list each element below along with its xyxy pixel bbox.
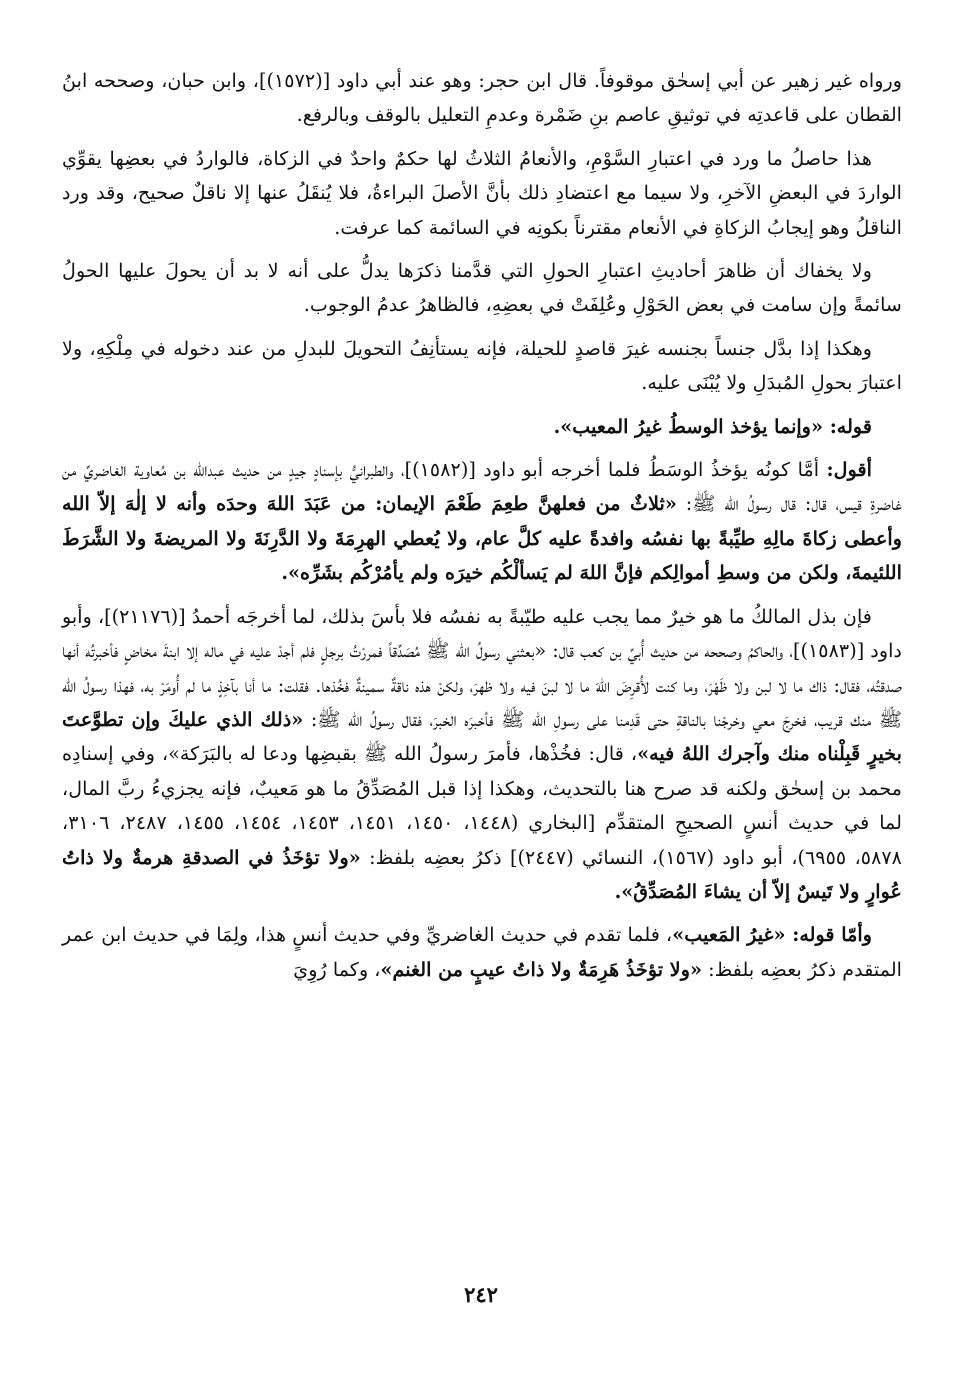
- body-text: ، وكما رُوِيَ: [293, 957, 381, 981]
- paragraph-p2: [62, 142, 902, 245]
- paragraph-p4: [62, 332, 902, 401]
- bold-text: «ثلاثٌ من فعلهنَّ طعِمَ طَعْمَ الإيمان: من عَبَدَ اللهَ وحدَه وأنه لا إلٰهَ إلاّ الله وأعطى زكاةَ مالِهِ طيِّبةً بها نفسُه وافدةً عليه كلَّ عام، ولا يُعطي الهرِمَةَ ولا الدَّرِنَةَ ولا المريضةَ ولا الشَّرَطَ اللئيمةَ، ولكن من وسطِ أموالِكم فإنَّ اللهَ لم يَسألْكُم خيرَه ولم يأمُرْكُم بشَرِّه».: [62, 492, 902, 585]
- page-body: [62, 64, 902, 996]
- paragraph-p8: [62, 918, 902, 987]
- page-number: ٢٤٢: [464, 1282, 498, 1307]
- paragraph-p1: [62, 64, 902, 133]
- body-text: أمَّا كونُه يؤخذُ الوسَطُ فلما أخرجه أبو داود [(١٥٨٢)]، والطبرانيُّ بإسنادٍ جيدٍ من حديث عبدالله بن مُعاوية الغاضريِّ من غاضرةِ قيس، قال: قال رسولُ الله ﷺ:: [62, 458, 902, 516]
- bold-text: «ولا تؤخَذُ هَرِمَةٌ ولا ذاتُ عيبٍ من الغنم»: [380, 957, 703, 981]
- body-text: فإن بذل المالكُ ما هو خيرٌ مما يجب عليه طيّبةً به نفسُه فلا بأسَ بذلك، لما أخرجَه أحمدُ [(٢١١٧٦)]، وأبو داود [(١٥٨٣)]، والحاكمُ وصححه من حديث أُبيِّ بن كعب قال: «بعثني رسولُ الله ﷺ مُصَدِّقاً فمررْتُ برجلٍ فلم أجدْ عليه في ماله إلا ابنةَ مخاضٍ فأخبرتُه أنها صدقتُه، فقال: ذاك ما لا لبن ولا ظَهْرَ، وما كنت لأُقرِضَ اللهَ ما لا لبنَ فيه ولا ظهرَ، ولكنْ هذه ناقةٌ سمينةٌ فخُذها. فقلت: ما أنا بآخِذٍ ما لم أُومَرْ به، فهذا رسولُ الله ﷺ منك قريب، فخرجَ معي وخرجْنا بالناقةِ حتى قَدِمنا على رسولِ الله ﷺ فأخبرَه الخبرَ، فقال رسولُ الله ﷺ:: [62, 604, 902, 731]
- bold-text: «ولا تؤخَذُ في الصدقةِ هرمةٌ ولا ذاتُ عُوارٍ ولا تَيسٌ إلاّ أن يشاءَ المُصَدِّقُ».: [62, 845, 902, 903]
- paragraph-p6: [62, 453, 902, 591]
- paragraph-p7: [62, 600, 902, 910]
- body-text: ورواه غير زهير عن أبي إسحٰق موقوفاً. قال ابن حجر: وهو عند أبي داود [(١٥٧٢)]، وابن حبان، وصححه ابنُ القطان على قاعدتِه في توثيقِ عاصم بنِ ضَمْرة وعدمِ التعليل بالوقف وبالرفع.: [62, 69, 902, 127]
- bold-text: «ذلك الذي عليكَ وإن تطوَّعتَ بخيرٍ قَبِلْناه منك وآجرك اللهُ فيه»: [62, 707, 902, 766]
- paragraph-p5: [62, 410, 902, 444]
- paragraph-p3: [62, 254, 902, 323]
- bold-text: قوله: «وإنما يؤخذ الوسطُ غيرُ المعيب».: [553, 414, 872, 438]
- body-text: وهكذا إذا بدَّل جنساً بجنسه غيرَ قاصدٍ للحيلة، فإنه يستأنِفُ التحويلَ للبدلِ من عند دخوله في مِلْكِهِ، ولا اعتبارَ بحولِ المُبدَلِ ولا يُبْنَى عليه.: [62, 336, 902, 395]
- bold-text: وأمّا قوله: «غيرُ المَعيب»: [672, 923, 872, 947]
- body-text: ، فلما تقدم في حديث الغاضريِّ وفي حديث أنسٍ هذا، ولِمَا في حديث ابن عمر المتقدم ذكرُ بعضِه بلفظ:: [62, 923, 902, 981]
- body-text: هذا حاصلُ ما ورد في اعتبارِ السَّوْمِ، والأنعامُ الثلاثُ لها حكمٌ واحدٌ في الزكاة، فالواردُ في بعضِها يقوِّي الواردَ في البعضِ الآخرِ، ولا سيما مع اعتضادِ ذلك بأنَّ الأصلَ البراءةُ، فلا يُنقَلُ عنها إلا ناقلٌ صحيح، وقد ورد الناقلُ وهو إيجابُ الزكاةِ في الأنعام مقترناً بكونِه في السائمة كما عرفت.: [62, 146, 902, 239]
- body-text: ولا يخفاك أن ظاهرَ أحاديثِ اعتبارِ الحولِ التي قدَّمنا ذكرَها يدلُّ على أنه لا بد أن يحولَ عليها الحولُ سائمةً وإن سامت في بعض الحَوْلِ وعُلِفَتْ في بعضِهِ، فالظاهرُ عدمُ الوجوب.: [62, 259, 902, 317]
- bold-text: أقول:: [826, 458, 872, 482]
- body-text: ، قال: فخُذْها، فأمرَ رسولُ الله ﷺ بقبضِها ودعا له بالبَرَكة»، وفي إسنادِه محمد بن إسحٰق ولكنه قد صرح هنا بالتحديث، وهكذا إذا قبل المُصَدِّقُ ما هو مَعيبٌ، فإنه يجزيءُ ربَّ المال، لما في حديث أنسٍ الصحيحِ المتقدِّم [البخاري (١٤٤٨، ١٤٥٠، ١٤٥١، ١٤٥٣، ١٤٥٤، ١٤٥٥، ٢٤٨٧، ٣١٠٦، ٥٨٧٨، ٦٩٥٥)، أبو داود (١٥٦٧)، النسائي (٢٤٤٧)] ذكرُ بعضِه بلفظ:: [62, 742, 902, 869]
